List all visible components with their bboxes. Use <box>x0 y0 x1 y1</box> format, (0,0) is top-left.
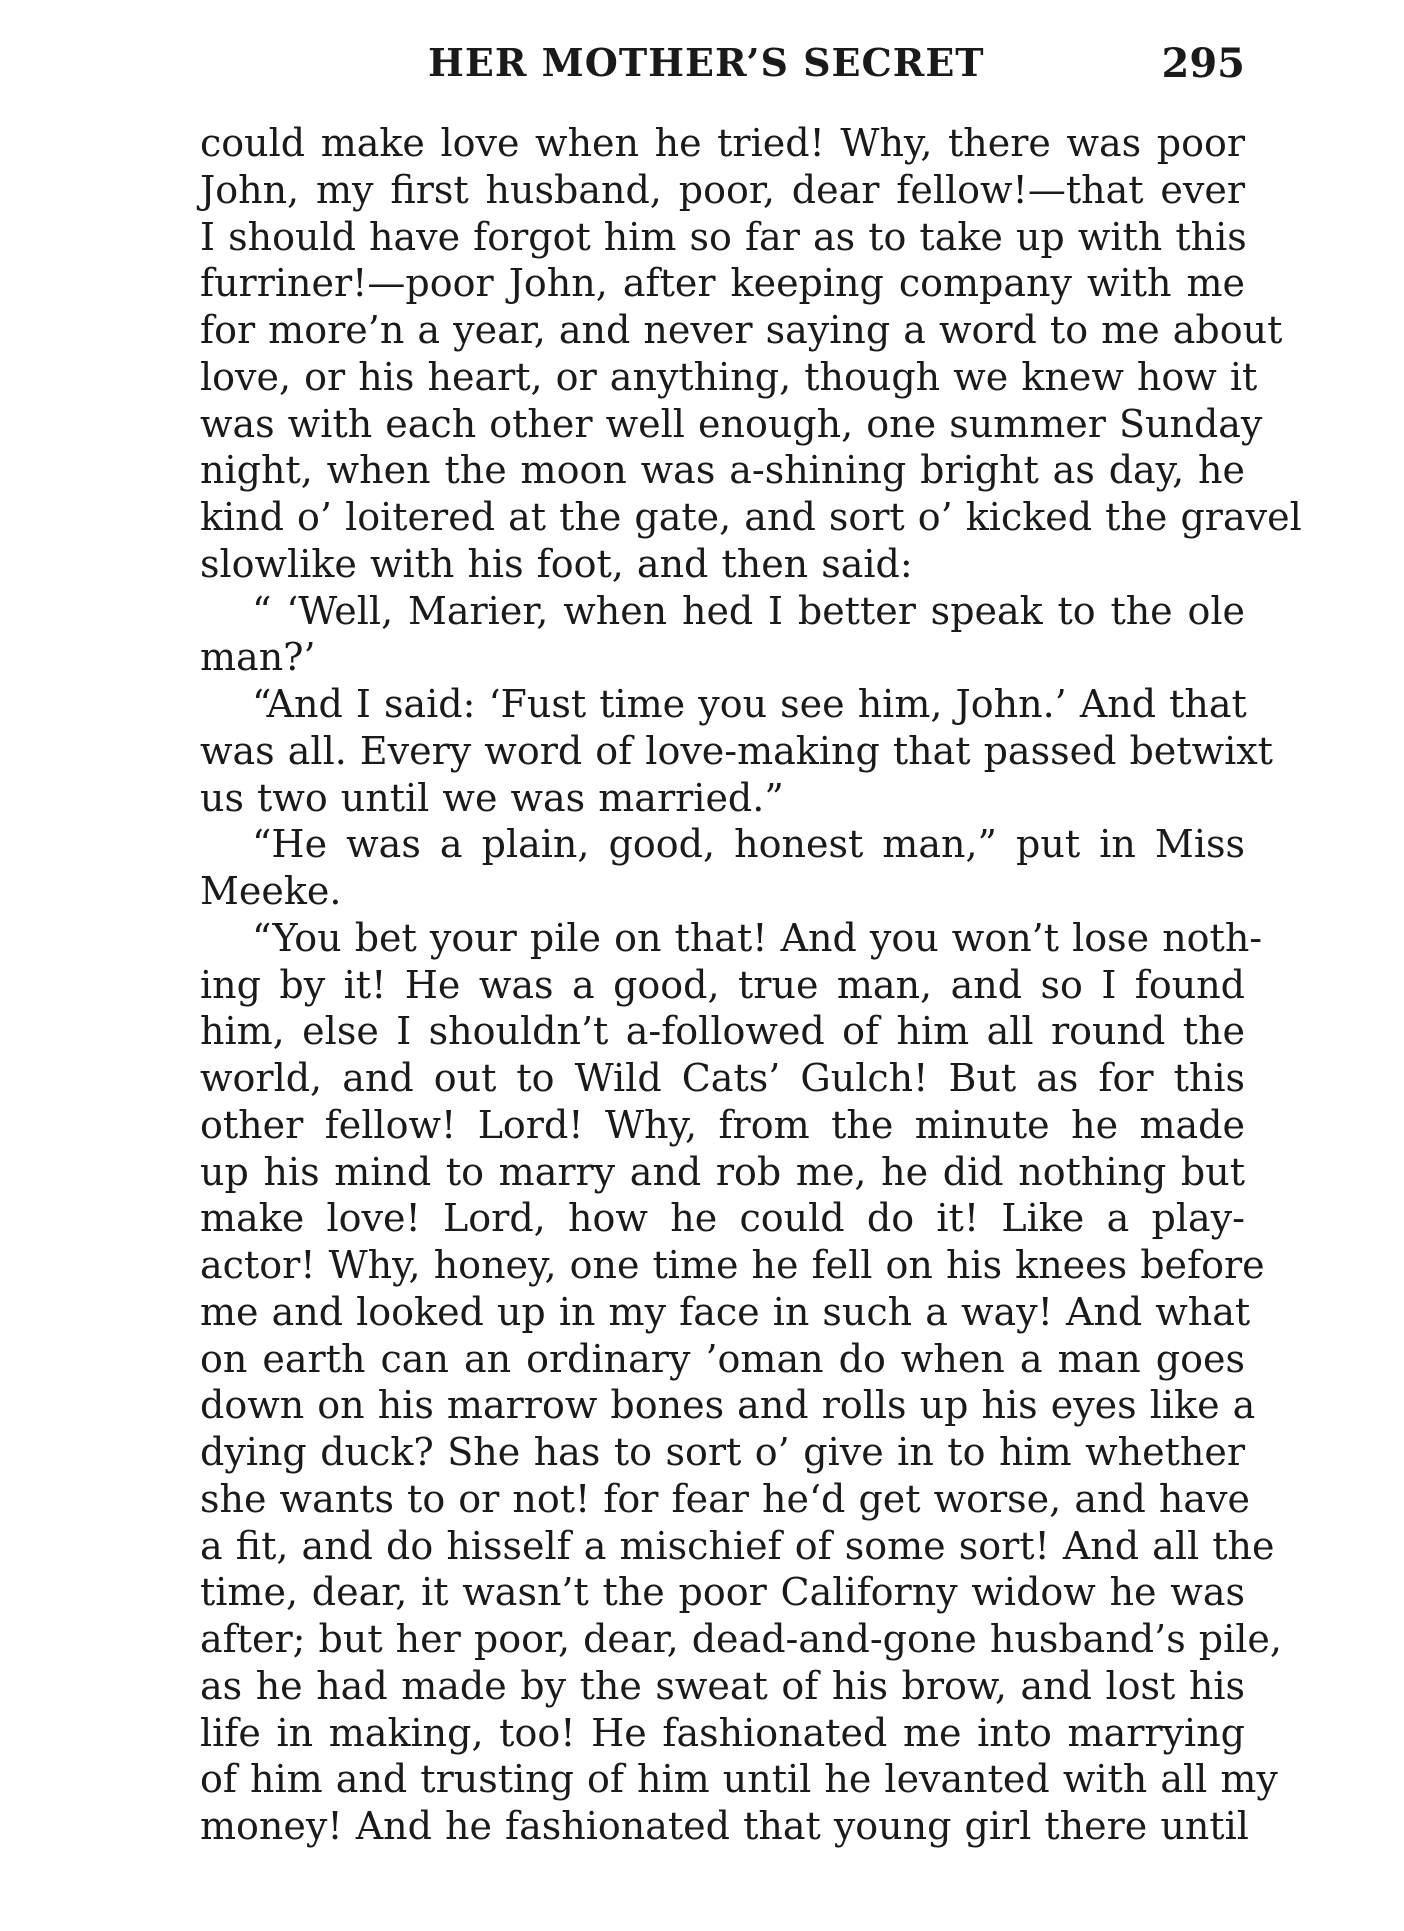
text-line: “ ‘Well, Marier, when hed I better speak to the ole <box>252 588 1245 633</box>
running-head <box>200 40 1245 90</box>
text-line: us two until we was married.” <box>200 775 784 820</box>
text-line: could make love when he tried! Why, there was poor <box>200 121 1245 165</box>
text-line: down on his marrow bones and rolls up his eyes like a <box>200 1383 1256 1428</box>
text-line: slowlike with his foot, and then said: <box>200 541 913 586</box>
text-line: ing by it! He was a good, true man, and so I found <box>200 962 1245 1007</box>
text-line: night, when the moon was a-shining bright as day, he <box>200 448 1245 493</box>
text-line: she wants to or not! for fear he‘d get worse, and have <box>200 1476 1250 1521</box>
text-line: up his mind to marry and rob me, he did nothing but <box>200 1149 1245 1194</box>
text-line: I should have forgot him so far as to take up with this <box>200 214 1247 259</box>
text-line: John, my first husband, poor, dear fellow!—that ever <box>200 167 1245 212</box>
text-line: dying duck? She has to sort o’ give in to him whether <box>200 1430 1245 1474</box>
text-line: after; but her poor, dear, dead-and-gone husband’s pile, <box>200 1617 1282 1661</box>
text-line: Meeke. <box>200 869 342 913</box>
text-line: time, dear, it wasn’t the poor Californy widow he was <box>200 1570 1245 1615</box>
text-line: a fit, and do hisself a mischief of some sort! And all the <box>200 1523 1275 1568</box>
text-line: actor! Why, honey, one time he fell on his knees before <box>200 1243 1265 1287</box>
text-line: “He was a plain, good, honest man,” put in Miss <box>252 822 1245 867</box>
text-line: other fellow! Lord! Why, from the minute he made <box>200 1102 1245 1147</box>
text-line: world, and out to Wild Cats’ Gulch! But as for this <box>200 1056 1245 1100</box>
text-line: “You bet your pile on that! And you won’t lose noth- <box>252 915 1263 960</box>
text-line: was all. Every word of love-making that passed betwixt <box>200 728 1273 773</box>
text-line: him, else I shouldn’t a-followed of him all round the <box>200 1009 1245 1054</box>
text-line: as he had made by the sweat of his brow, and lost his <box>200 1663 1245 1708</box>
text-line: me and looked up in my face in such a way! And what <box>200 1289 1251 1334</box>
text-line: on earth can an ordinary ’oman do when a man goes <box>200 1336 1245 1381</box>
text-line: make love! Lord, how he could do it! Like a play- <box>200 1196 1245 1241</box>
body-text <box>200 120 1302 1850</box>
text-line: “And I said: ‘Fust time you see him, John.’ And that <box>252 682 1247 726</box>
running-title: HER MOTHER’S SECRET <box>428 40 985 85</box>
text-line: furriner!—poor John, after keeping company with me <box>200 261 1245 306</box>
text-line: for more’n a year, and never saying a word to me about <box>200 308 1283 352</box>
text-line: love, or his heart, or anything, though we knew how it <box>200 354 1258 399</box>
page-number: 295 <box>1161 40 1245 87</box>
text-line: life in making, too! He fashionated me into marrying <box>200 1710 1245 1755</box>
text-line: of him and trusting of him until he levanted with all my <box>200 1757 1278 1802</box>
text-line: money! And he fashionated that young girl there until <box>200 1804 1249 1848</box>
text-line: was with each other well enough, one summer Sunday <box>200 401 1263 446</box>
text-line: man?’ <box>200 635 316 680</box>
text-line: kind o’ loitered at the gate, and sort o’ kicked the gravel <box>200 495 1302 539</box>
